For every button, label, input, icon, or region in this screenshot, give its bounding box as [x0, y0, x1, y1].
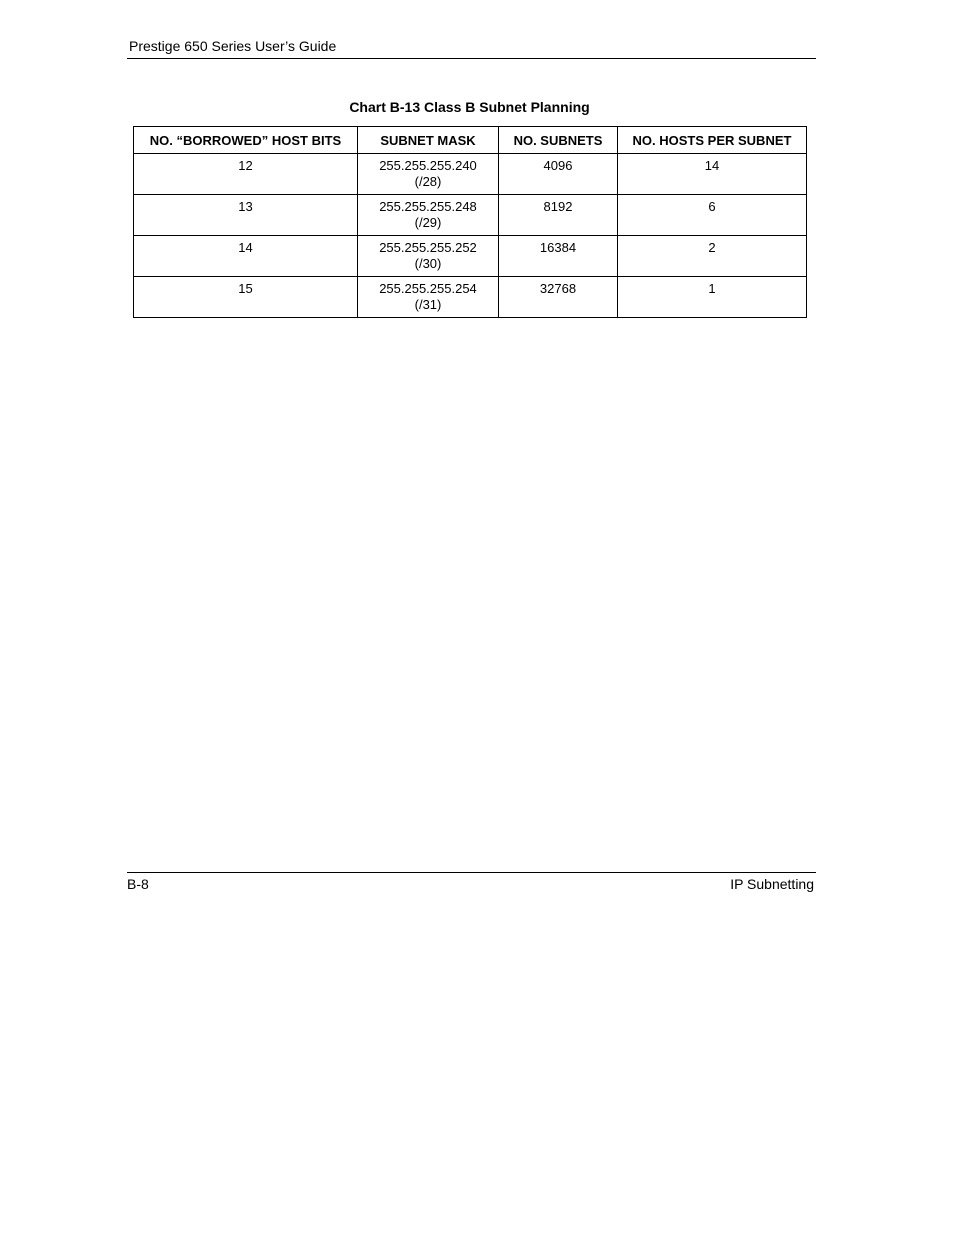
page-number: B-8 — [127, 876, 149, 892]
table-caption: Chart B-13 Class B Subnet Planning — [349, 99, 590, 115]
cell-subnets: 16384 — [499, 236, 618, 277]
cell-borrowed-bits: 13 — [134, 195, 358, 236]
page-header — [127, 38, 816, 59]
subnet-mask-prefix: (/28) — [414, 174, 442, 189]
cell-hosts-per-subnet: 14 — [618, 154, 807, 195]
page-footer — [127, 872, 816, 895]
table-row — [134, 277, 807, 318]
column-header-borrowed-bits: NO. “BORROWED” HOST BITS — [134, 127, 358, 154]
table-row — [134, 195, 807, 236]
subnet-mask-prefix: (/31) — [414, 297, 442, 312]
table-row — [134, 236, 807, 277]
subnet-mask-prefix: (/29) — [414, 215, 442, 230]
cell-subnet-mask — [358, 154, 499, 195]
column-header-subnets: NO. SUBNETS — [499, 127, 618, 154]
cell-subnet-mask — [358, 195, 499, 236]
subnet-mask-value: 255.255.255.248 — [379, 199, 477, 214]
cell-borrowed-bits: 12 — [134, 154, 358, 195]
subnet-mask-prefix: (/30) — [414, 256, 442, 271]
subnet-mask-value: 255.255.255.252 — [379, 240, 477, 255]
subnet-mask-value: 255.255.255.240 — [379, 158, 477, 173]
column-header-hosts-per-subnet: NO. HOSTS PER SUBNET — [618, 127, 807, 154]
cell-borrowed-bits: 14 — [134, 236, 358, 277]
column-header-subnet-mask: SUBNET MASK — [358, 127, 499, 154]
cell-hosts-per-subnet: 1 — [618, 277, 807, 318]
subnet-planning-table — [133, 126, 807, 318]
cell-hosts-per-subnet: 6 — [618, 195, 807, 236]
cell-borrowed-bits: 15 — [134, 277, 358, 318]
subnet-mask-value: 255.255.255.254 — [379, 281, 477, 296]
cell-hosts-per-subnet: 2 — [618, 236, 807, 277]
table-row — [134, 154, 807, 195]
document-title: Prestige 650 Series User’s Guide — [129, 38, 337, 54]
cell-subnets: 8192 — [499, 195, 618, 236]
cell-subnets: 32768 — [499, 277, 618, 318]
cell-subnets: 4096 — [499, 154, 618, 195]
table-header-row — [134, 127, 807, 154]
cell-subnet-mask — [358, 277, 499, 318]
cell-subnet-mask — [358, 236, 499, 277]
section-name: IP Subnetting — [730, 876, 814, 892]
